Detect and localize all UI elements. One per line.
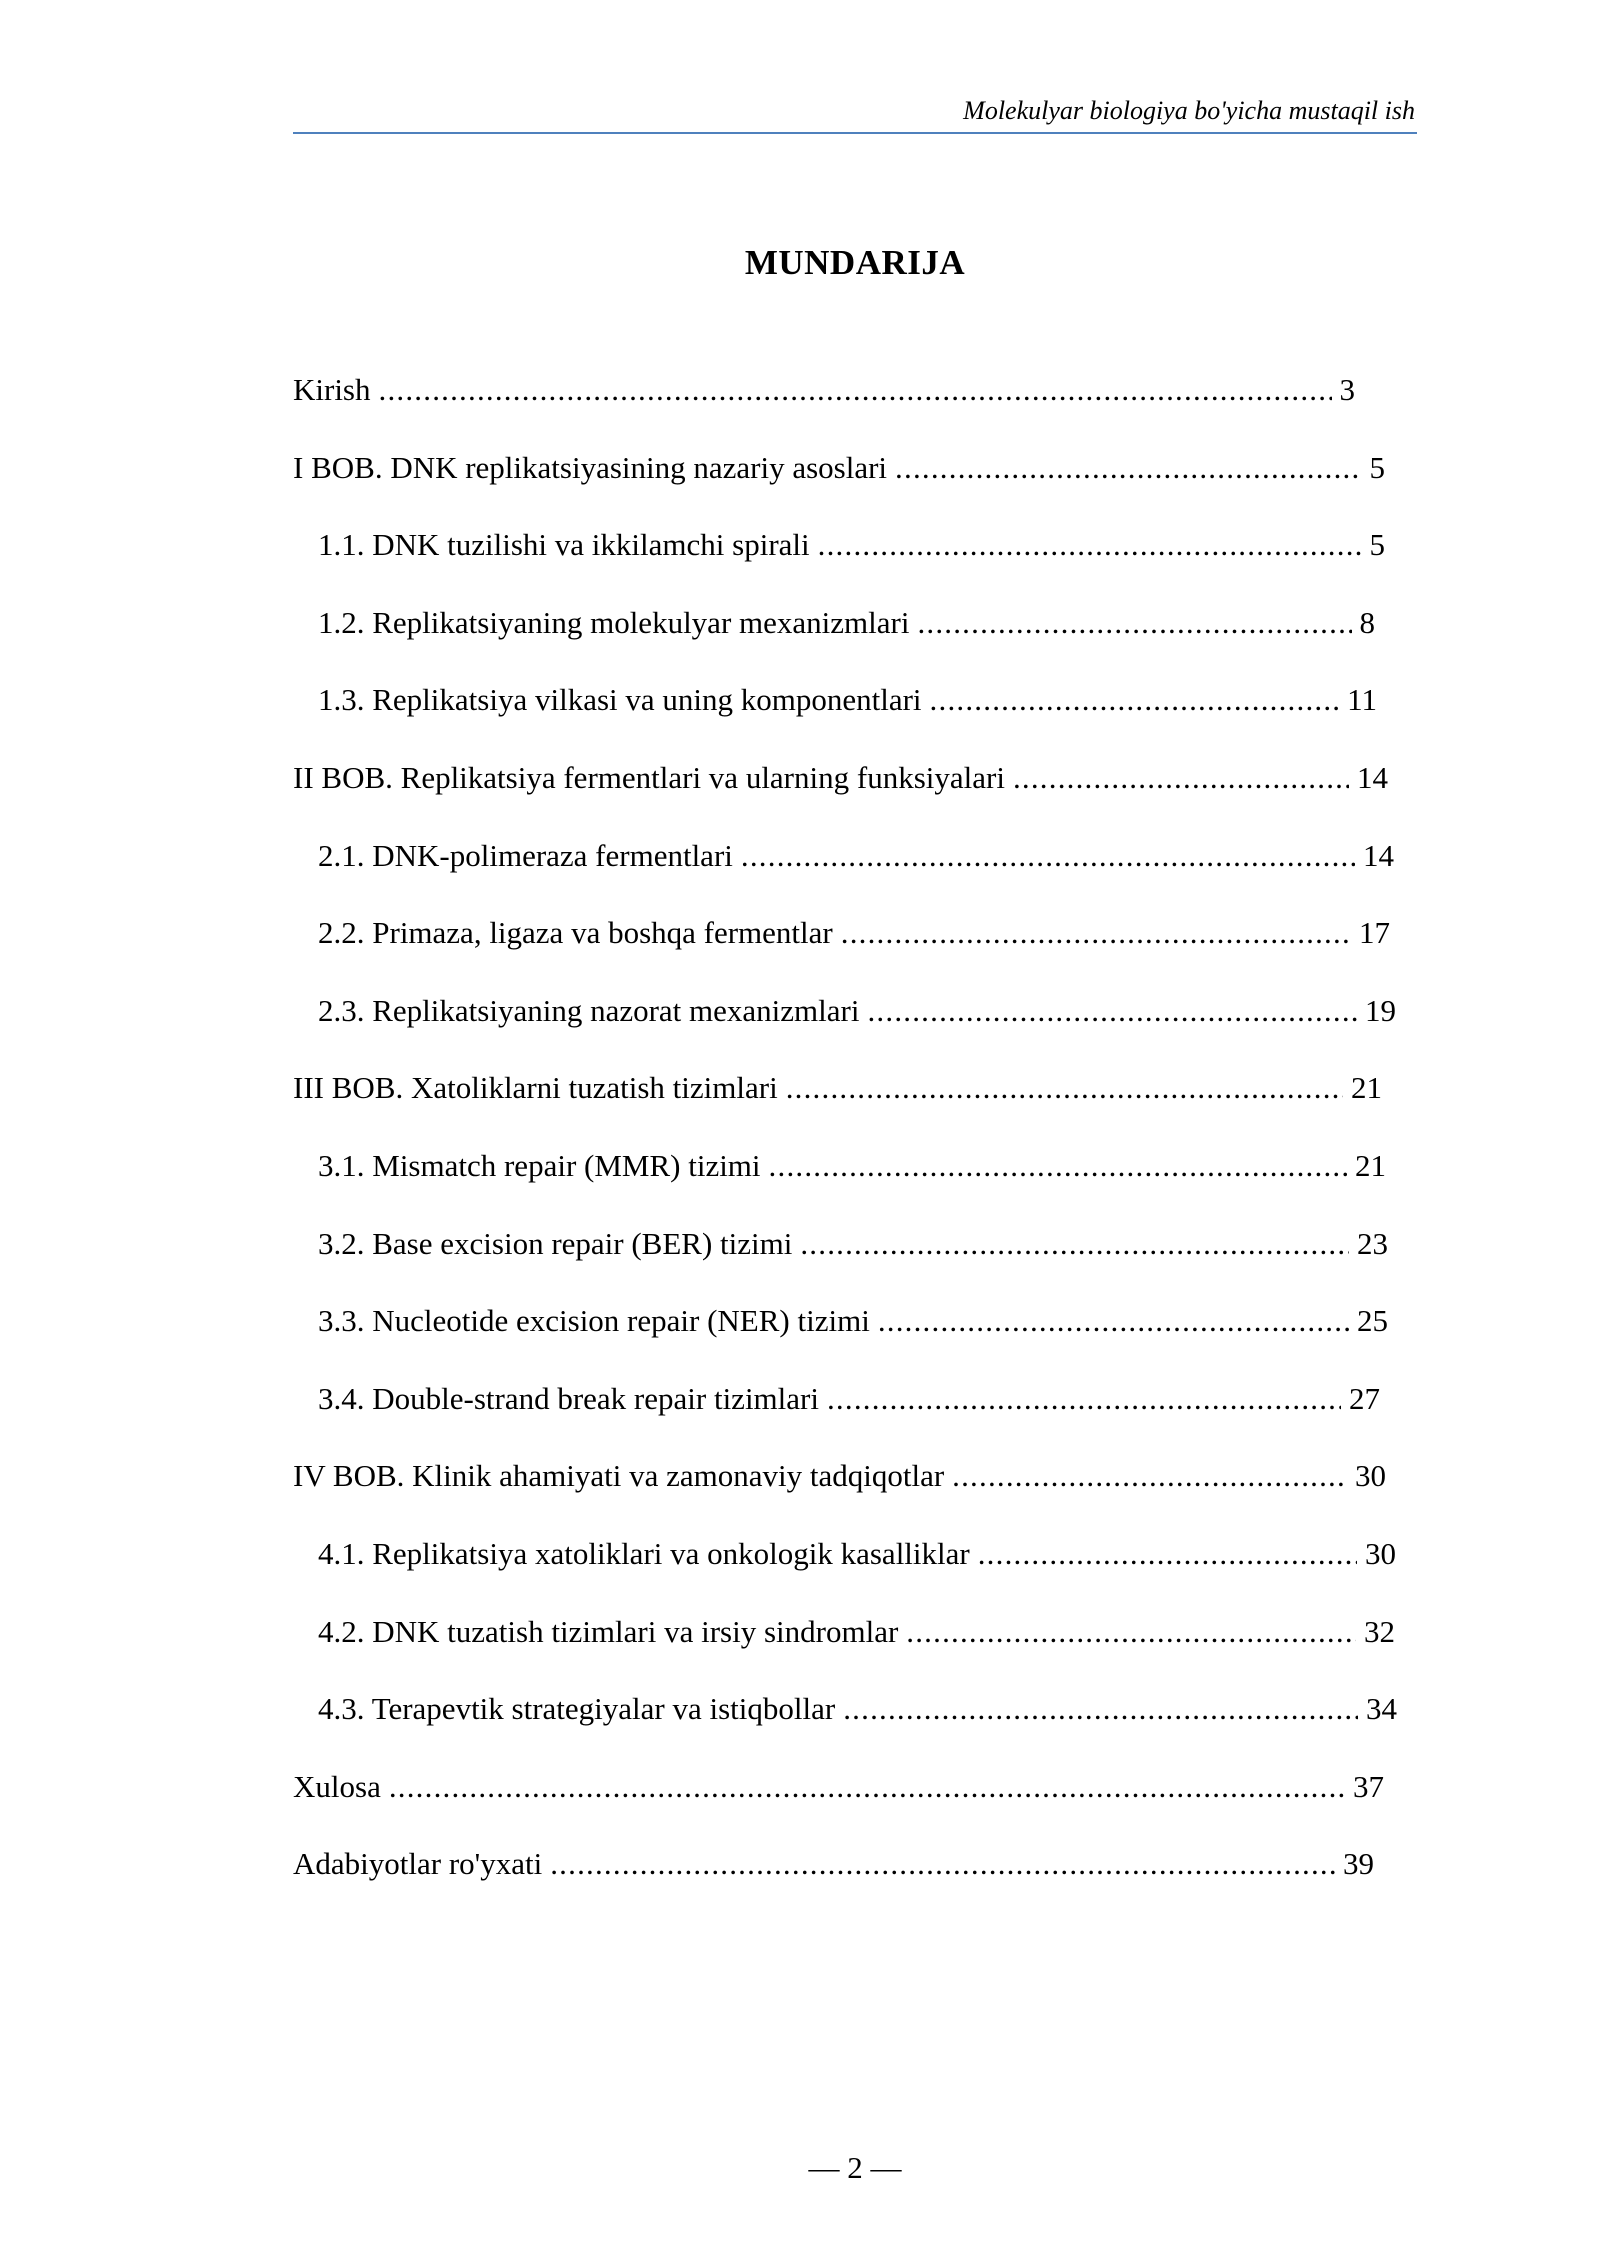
toc-dot-leader xyxy=(827,1377,1341,1421)
toc-dot-leader xyxy=(978,1532,1357,1576)
toc-entry-page-number: 25 xyxy=(1357,1303,1388,1338)
toc-entry-label: 2.3. Replikatsiyaning nazorat mexanizmlari xyxy=(318,993,860,1028)
toc-entry-page-number: 39 xyxy=(1343,1846,1374,1881)
toc-dot-leader xyxy=(895,446,1361,490)
toc-entry-label: 1.2. Replikatsiyaning molekulyar mexanizmlari xyxy=(318,605,910,640)
toc-entry-page-number: 11 xyxy=(1347,682,1377,717)
toc-dot-leader xyxy=(930,678,1340,722)
toc-entry[interactable] xyxy=(293,1066,1382,1110)
toc-entry[interactable] xyxy=(318,1144,1386,1188)
toc-entry-label: 1.3. Replikatsiya vilkasi va uning komponentlari xyxy=(318,682,922,717)
toc-entry[interactable] xyxy=(293,756,1388,800)
toc-entry[interactable] xyxy=(318,1299,1388,1343)
toc-entry-page-number: 30 xyxy=(1355,1458,1386,1493)
toc-entry[interactable] xyxy=(318,523,1385,567)
toc-entry-page-number: 14 xyxy=(1357,760,1388,795)
toc-dot-leader xyxy=(917,601,1351,645)
toc-entry[interactable] xyxy=(318,678,1377,722)
toc-entry-page-number: 5 xyxy=(1369,527,1385,562)
toc-entry-label: 3.4. Double-strand break repair tizimlari xyxy=(318,1381,819,1416)
toc-entry[interactable] xyxy=(318,1377,1380,1421)
toc-entry[interactable] xyxy=(318,601,1375,645)
toc-entry-page-number: 32 xyxy=(1364,1614,1395,1649)
toc-dot-leader xyxy=(878,1299,1349,1343)
toc-entry[interactable] xyxy=(318,1687,1397,1731)
toc-dot-leader xyxy=(952,1454,1347,1498)
toc-entry-page-number: 3 xyxy=(1339,372,1355,407)
toc-entry[interactable] xyxy=(318,911,1390,955)
toc-entry-label: 2.2. Primaza, ligaza va boshqa fermentlar xyxy=(318,915,833,950)
toc-dot-leader xyxy=(379,368,1332,412)
toc-dot-leader xyxy=(818,523,1362,567)
toc-entry-label: 4.3. Terapevtik strategiyalar va istiqbollar xyxy=(318,1691,836,1726)
toc-entry[interactable] xyxy=(293,1765,1384,1809)
toc-entry-label: 3.3. Nucleotide excision repair (NER) tizimi xyxy=(318,1303,870,1338)
toc-entry-label: Adabiyotlar ro'yxati xyxy=(293,1846,543,1881)
toc-entry[interactable] xyxy=(293,368,1355,412)
toc-entry-label: II BOB. Replikatsiya fermentlari va ularning funksiyalari xyxy=(293,760,1005,795)
toc-entry[interactable] xyxy=(318,989,1396,1033)
toc-entry-label: Xulosa xyxy=(293,1769,381,1804)
toc-entry[interactable] xyxy=(318,1610,1395,1654)
toc-entry-page-number: 17 xyxy=(1359,915,1390,950)
toc-entry-page-number: 21 xyxy=(1355,1148,1386,1183)
toc-entry-page-number: 5 xyxy=(1369,450,1385,485)
toc-entry-label: 2.1. DNK-polimeraza fermentlari xyxy=(318,838,733,873)
toc-entry-label: III BOB. Xatoliklarni tuzatish tizimlari xyxy=(293,1070,778,1105)
toc-entry-label: 3.1. Mismatch repair (MMR) tizimi xyxy=(318,1148,761,1183)
toc-dot-leader xyxy=(906,1610,1356,1654)
toc-dot-leader xyxy=(786,1066,1343,1110)
toc-entry[interactable] xyxy=(293,446,1385,490)
toc-entry-label: Kirish xyxy=(293,372,371,407)
toc-entry-page-number: 14 xyxy=(1363,838,1394,873)
toc-entry[interactable] xyxy=(318,834,1394,878)
toc-dot-leader xyxy=(741,834,1355,878)
running-header-title: Molekulyar biologiya bo'yicha mustaqil ish xyxy=(963,96,1415,125)
toc-entry[interactable] xyxy=(318,1532,1396,1576)
toc-entry-label: 4.1. Replikatsiya xatoliklari va onkologik kasalliklar xyxy=(318,1536,970,1571)
toc-entry-page-number: 37 xyxy=(1353,1769,1384,1804)
toc-entry-page-number: 34 xyxy=(1366,1691,1397,1726)
toc-dot-leader xyxy=(1013,756,1349,800)
toc-entry-label: I BOB. DNK replikatsiyasining nazariy asoslari xyxy=(293,450,888,485)
toc-entry[interactable] xyxy=(293,1842,1374,1886)
toc-entry-page-number: 30 xyxy=(1365,1536,1396,1571)
page-title: MUNDARIJA xyxy=(744,243,966,282)
toc-dot-leader xyxy=(550,1842,1335,1886)
toc-dot-leader xyxy=(867,989,1357,1033)
toc-entry-page-number: 8 xyxy=(1359,605,1375,640)
toc-entry-label: 1.1. DNK tuzilishi va ikkilamchi spirali xyxy=(318,527,810,562)
toc-entry-page-number: 27 xyxy=(1349,1381,1380,1416)
toc-dot-leader xyxy=(389,1765,1345,1809)
toc-entry-label: 3.2. Base excision repair (BER) tizimi xyxy=(318,1226,793,1261)
running-header xyxy=(293,92,1417,134)
toc-entry-label: 4.2. DNK tuzatish tizimlari va irsiy sindromlar xyxy=(318,1614,899,1649)
toc-entry-page-number: 23 xyxy=(1357,1226,1388,1261)
toc-entry[interactable] xyxy=(318,1222,1388,1266)
toc-entry-page-number: 19 xyxy=(1365,993,1396,1028)
toc-dot-leader xyxy=(769,1144,1347,1188)
toc-dot-leader xyxy=(843,1687,1358,1731)
toc-entry-page-number: 21 xyxy=(1351,1070,1382,1105)
toc-dot-leader xyxy=(800,1222,1349,1266)
toc-dot-leader xyxy=(841,911,1351,955)
toc-entry[interactable] xyxy=(293,1454,1386,1498)
toc-entry-label: IV BOB. Klinik ahamiyati va zamonaviy tadqiqotlar xyxy=(293,1458,945,1493)
page-number: — 2 — xyxy=(808,2150,902,2185)
